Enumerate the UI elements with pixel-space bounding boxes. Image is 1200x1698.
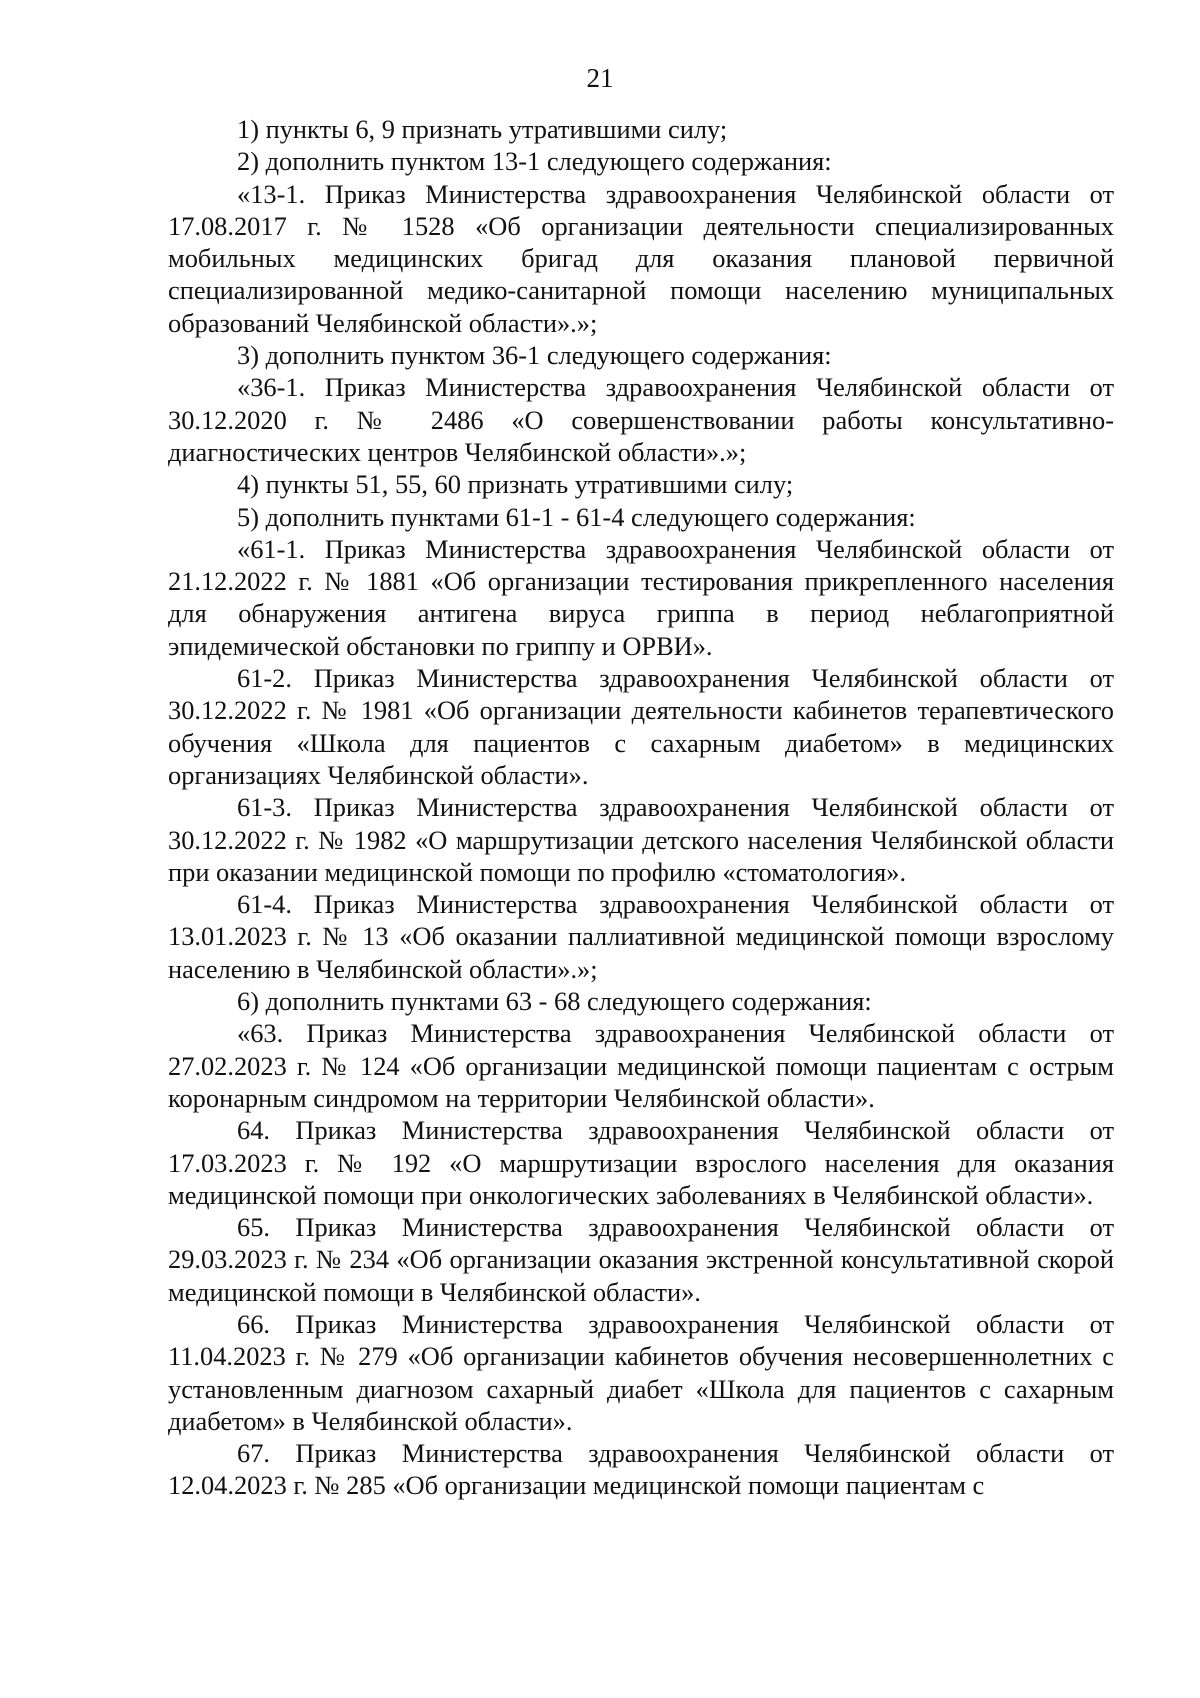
paragraph-item-1-invalid: 1) пункты 6, 9 признать утратившими силу; <box>237 114 728 144</box>
paragraph-order-64: 64. Приказ Министерства здравоохранения Челябинской области от 17.03.2023 г. № 192 «О маршрутизации взрослого населения для оказания медицинской помощи при онкологических заболеваниях в Челябинской области». <box>168 1115 1114 1210</box>
paragraph-order-66: 66. Приказ Министерства здравоохранения Челябинской области от 11.04.2023 г. № 279 «Об организации кабинетов обучения несовершеннолетних с установленным диагнозом сахарный диабет «Школа для пациентов с сахарным диабетом» в Челябинской области». <box>168 1308 1114 1436</box>
paragraph-item-6-add-63-68: 6) дополнить пунктами 63 - 68 следующего содержания: <box>237 986 872 1017</box>
paragraph-item-4-invalid: 4) пункты 51, 55, 60 признать утратившими силу; <box>237 469 794 500</box>
document-body <box>168 113 1114 1502</box>
paragraph-order-36-1: «36-1. Приказ Министерства здравоохранения Челябинской области от 30.12.2020 г. № 2486 «О совершенствовании работы консультативно-диагностических центров Челябинской области».»; <box>168 372 1114 467</box>
paragraph-order-67: 67. Приказ Министерства здравоохранения Челябинской области от 12.04.2023 г. № 285 «Об организации медицинской помощи пациентам с <box>168 1438 1114 1501</box>
paragraph-order-13-1: «13-1. Приказ Министерства здравоохранения Челябинской области от 17.08.2017 г. № 1528 «Об организации деятельности специализированных мобильных медицинских бригад для оказания плановой первичной специализированной медико-санитарной помощи населению муниципальных образований Челябинской области».»; <box>168 178 1114 338</box>
paragraph-item-3-add-36-1: 3) дополнить пунктом 36-1 следующего содержания: <box>237 340 832 371</box>
page-number: 21 <box>586 63 614 93</box>
paragraph-order-61-4: 61-4. Приказ Министерства здравоохранения Челябинской области от 13.01.2023 г. № 13 «Об оказании паллиативной медицинской помощи взрослому населению в Челябинской области».»; <box>168 889 1114 984</box>
paragraph-order-61-2: 61-2. Приказ Министерства здравоохранения Челябинской области от 30.12.2022 г. № 1981 «Об организации деятельности кабинетов терапевтического обучения «Школа для пациентов с сахарным диабетом» в медицинских организациях Челябинской области». <box>168 663 1114 790</box>
paragraph-order-65: 65. Приказ Министерства здравоохранения Челябинской области от 29.03.2023 г. № 234 «Об организации оказания экстренной консультативной скорой медицинской помощи в Челябинской области». <box>168 1212 1114 1307</box>
paragraph-order-61-3: 61-3. Приказ Министерства здравоохранения Челябинской области от 30.12.2022 г. № 1982 «О маршрутизации детского населения Челябинской области при оказании медицинской помощи по профилю «стоматология». <box>168 792 1114 887</box>
paragraph-item-5-add-61: 5) дополнить пунктами 61-1 - 61-4 следующего содержания: <box>237 501 916 532</box>
paragraph-order-63: «63. Приказ Министерства здравоохранения Челябинской области от 27.02.2023 г. № 124 «Об организации медицинской помощи пациентам с острым коронарным синдромом на территории Челябинской области». <box>168 1018 1114 1113</box>
paragraph-order-61-1: «61-1. Приказ Министерства здравоохранения Челябинской области от 21.12.2022 г. № 1881 «Об организации тестирования прикрепленного населения для обнаружения антигена вируса гриппа в период неблагоприятной эпидемической обстановки по гриппу и ОРВИ». <box>168 533 1114 661</box>
paragraph-item-2-add-13-1: 2) дополнить пунктом 13-1 следующего содержания: <box>237 146 832 177</box>
